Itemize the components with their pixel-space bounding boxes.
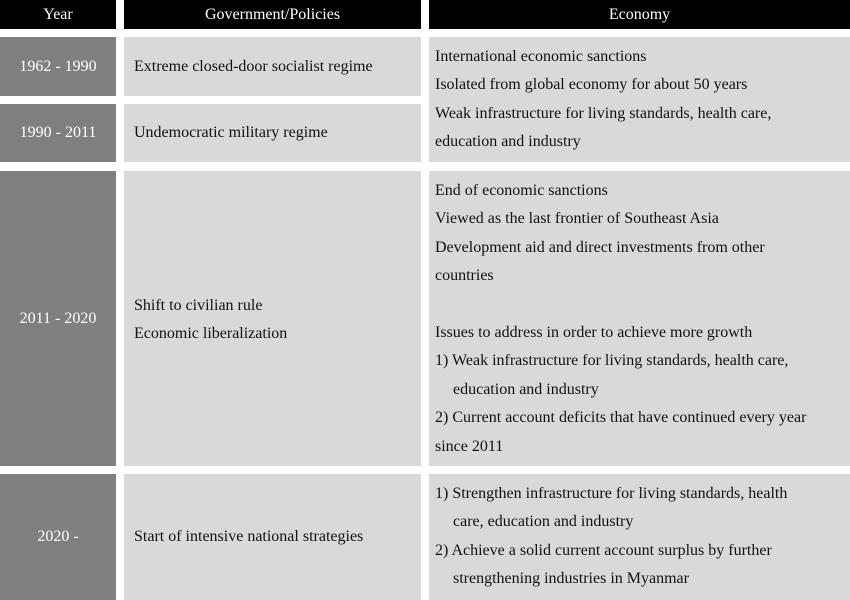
strategy-item-continued: strengthening industries in Myanmar — [453, 570, 689, 588]
government-cell — [124, 171, 421, 466]
economy-text: countries — [435, 267, 494, 285]
strategy-item: 1) Strengthen infrastructure for living standards, health — [435, 485, 788, 502]
government-text: Shift to civilian rule — [134, 296, 263, 314]
government-cell — [124, 104, 421, 162]
header-government-policies: Government/Policies — [124, 0, 421, 29]
economy-cell-pre-2011 — [429, 37, 850, 162]
government-text: Start of intensive national strategies — [134, 528, 364, 545]
issue-item: 1) Weak infrastructure for living standards, health care, — [435, 352, 789, 370]
economy-text: International economic sanctions — [435, 48, 647, 65]
government-cell — [124, 474, 421, 600]
strategy-item: 2) Achieve a solid current account surplus by further — [435, 541, 772, 559]
economy-text: Weak infrastructure for living standards, health care, — [435, 104, 772, 122]
government-cell — [124, 37, 421, 96]
year-cell: 2011 - 2020 — [0, 171, 116, 466]
economy-text: End of economic sanctions — [435, 182, 608, 199]
economy-text: education and industry — [435, 133, 581, 151]
economy-text: Viewed as the last frontier of Southeast Asia — [435, 210, 719, 228]
government-text: Extreme closed-door socialist regime — [134, 57, 373, 75]
issues-title: Issues to address in order to achieve more growth — [435, 324, 753, 342]
header-economy: Economy — [429, 0, 850, 29]
issue-item: 2) Current account deficits that have continued every year — [435, 409, 807, 427]
year-cell: 2020 - — [0, 474, 116, 600]
economy-cell-2020 — [429, 474, 850, 600]
year-cell: 1962 - 1990 — [0, 37, 116, 96]
economy-text: Development aid and direct investments from other — [435, 238, 765, 256]
government-text: Economic liberalization — [134, 324, 288, 342]
issue-item-continued: education and industry — [453, 380, 599, 398]
issue-item-continued: since 2011 — [435, 437, 504, 455]
header-year: Year — [0, 0, 116, 29]
spacer — [435, 291, 850, 319]
government-text: Undemocratic military regime — [134, 124, 328, 141]
economy-text: Isolated from global economy for about 50 years — [435, 76, 748, 94]
strategy-item-continued: care, education and industry — [453, 513, 634, 531]
year-cell: 1990 - 2011 — [0, 104, 116, 162]
economy-cell-2011-2020 — [429, 171, 850, 466]
